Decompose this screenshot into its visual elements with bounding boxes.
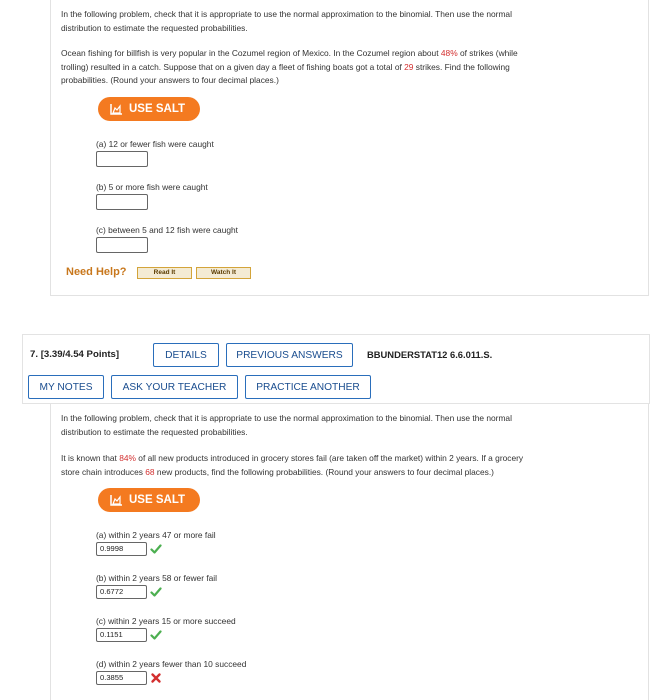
problem-code: BBUNDERSTAT12 6.6.011.S. bbox=[367, 349, 493, 360]
use-salt-label: USE SALT bbox=[129, 494, 186, 506]
part-a-answer-input[interactable] bbox=[96, 151, 148, 167]
problem-7-intro bbox=[61, 412, 512, 439]
checkmark-icon bbox=[150, 629, 162, 641]
points-label: [3.39/4.54 Points] bbox=[40, 349, 120, 360]
body-line: It is known that 84% of all new products introduced in grocery stores fail (are taken off the market) within 2 years. If a grocery bbox=[61, 453, 524, 463]
problem-6-intro bbox=[61, 8, 512, 35]
part-a-label: (a) within 2 years 47 or more fail bbox=[96, 530, 216, 540]
ask-your-teacher-button[interactable]: ASK YOUR TEACHER bbox=[111, 375, 238, 399]
body-line: probabilities. (Round your answers to four decimal places.) bbox=[61, 75, 279, 85]
x-mark-icon bbox=[150, 672, 162, 684]
highlight-value: 29 bbox=[404, 61, 414, 72]
intro-line: distribution to estimate the requested probabilities. bbox=[61, 426, 248, 437]
part-c-label: (c) within 2 years 15 or more succeed bbox=[96, 616, 236, 626]
question-number: 7. [3.39/4.54 Points] bbox=[30, 349, 120, 360]
chart-area-icon bbox=[110, 495, 123, 506]
use-salt-label: USE SALT bbox=[129, 103, 186, 115]
highlight-value: 84% bbox=[119, 453, 136, 463]
checkmark-icon bbox=[150, 586, 162, 598]
need-help-label: Need Help? bbox=[66, 266, 127, 278]
checkmark-icon bbox=[150, 543, 162, 555]
part-d-label: (d) within 2 years fewer than 10 succeed bbox=[96, 659, 247, 669]
body-line: trolling) resulted in a catch. Suppose that on a given day a fleet of fishing boats got a total of 29 strikes. Find the following bbox=[61, 61, 510, 72]
intro-line: In the following problem, check that it is appropriate to use the normal approximation to the binomial. Then use the normal bbox=[61, 413, 512, 423]
part-b-answer-input[interactable]: 0.6772 bbox=[96, 585, 147, 599]
highlight-value: 48% bbox=[440, 48, 458, 58]
part-b-label: (b) 5 or more fish were caught bbox=[96, 182, 208, 192]
details-button[interactable]: DETAILS bbox=[153, 343, 219, 367]
part-d-answer-input[interactable]: 0.3855 bbox=[96, 671, 147, 685]
part-c-label: (c) between 5 and 12 fish were caught bbox=[96, 225, 238, 235]
body-line: Ocean fishing for billfish is very popular in the Cozumel region of Mexico. In the Cozumel region about 48% of strikes (while bbox=[61, 48, 518, 58]
previous-answers-button[interactable]: PREVIOUS ANSWERS bbox=[226, 343, 353, 367]
part-a-label: (a) 12 or fewer fish were caught bbox=[96, 139, 214, 149]
part-b-answer-input[interactable] bbox=[96, 194, 148, 210]
watch-it-button[interactable]: Watch It bbox=[196, 267, 251, 279]
part-a-answer-input[interactable]: 0.9998 bbox=[96, 542, 147, 556]
intro-line: In the following problem, check that it is appropriate to use the normal approximation to the binomial. Then use the normal bbox=[61, 9, 512, 19]
part-c-answer-input[interactable]: 0.1151 bbox=[96, 628, 147, 642]
use-salt-button[interactable] bbox=[98, 97, 200, 121]
my-notes-button[interactable]: MY NOTES bbox=[28, 375, 104, 399]
body-line: store chain introduces 68 new products, find the following probabilities. (Round your answers to four decimal places.) bbox=[61, 466, 494, 477]
part-b-label: (b) within 2 years 58 or fewer fail bbox=[96, 573, 218, 583]
problem-6-body bbox=[61, 47, 518, 88]
highlight-value: 68 bbox=[145, 466, 155, 477]
read-it-button[interactable]: Read It bbox=[137, 267, 192, 279]
use-salt-button[interactable] bbox=[98, 488, 200, 512]
chart-area-icon bbox=[110, 104, 123, 115]
intro-line: distribution to estimate the requested probabilities. bbox=[61, 22, 248, 33]
practice-another-button[interactable]: PRACTICE ANOTHER bbox=[245, 375, 371, 399]
part-c-answer-input[interactable] bbox=[96, 237, 148, 253]
problem-7-body bbox=[61, 452, 523, 479]
